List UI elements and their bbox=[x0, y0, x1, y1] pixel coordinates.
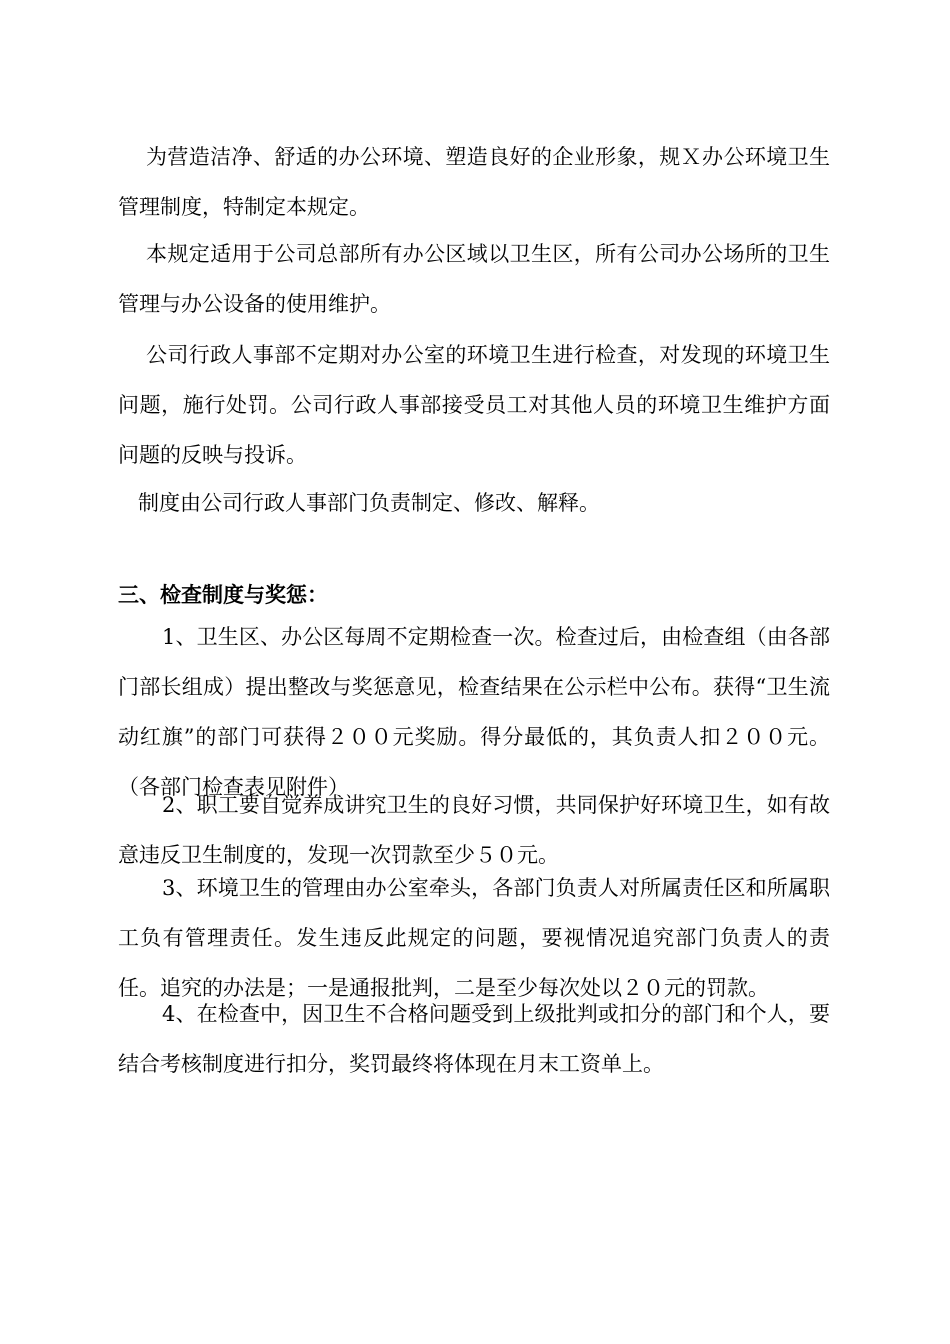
intro-paragraph-inspection: 公司行政人事部不定期对办公室的环境卫生进行检查，对发现的环境卫生问题，施行处罚。公司行政人事部接受员工对其他人员的环境卫生维护方面问题的反映与投诉。 bbox=[118, 343, 830, 467]
rule-item-4: 4、在检查中，因卫生不合格问题受到上级批判或扣分的部门和个人，要结合考核制度进行扣分，奖罚最终将体现在月末工资单上。 bbox=[118, 1002, 830, 1076]
section-heading: 三、检查制度与奖惩： bbox=[118, 582, 328, 607]
rule-item-2: 2、职工要自觉养成讲究卫生的良好习惯，共同保护好环境卫生，如有故意违反卫生制度的，发现一次罚款至少５０元。 bbox=[118, 793, 830, 867]
intro-paragraph-responsibility: 制度由公司行政人事部门负责制定、修改、解释。 bbox=[138, 491, 600, 515]
rule-item-3: 3、环境卫生的管理由办公室牵头，各部门负责人对所属责任区和所属职工负有管理责任。发生违反此规定的问题，要视情况追究部门负责人的责任。追究的办法是；一是通报批判，二是至少每次处以２０元的罚款。 bbox=[118, 876, 830, 1000]
intro-paragraph-purpose: 为营造洁净、舒适的办公环境、塑造良好的企业形象，规Ｘ办公环境卫生管理制度，特制定本规定。 bbox=[118, 145, 830, 219]
intro-paragraph-scope: 本规定适用于公司总部所有办公区域以卫生区，所有公司办公场所的卫生管理与办公设备的使用维护。 bbox=[118, 242, 830, 316]
rule-item-1: 1、卫生区、办公区每周不定期检查一次。检查过后，由检查组（由各部门部长组成）提出整改与奖惩意见，检查结果在公示栏中公布。获得“卫生流动红旗”的部门可获得２００元奖励。得分最低的，其负责人扣２００元。（各部门检查表见附件） bbox=[118, 625, 830, 799]
